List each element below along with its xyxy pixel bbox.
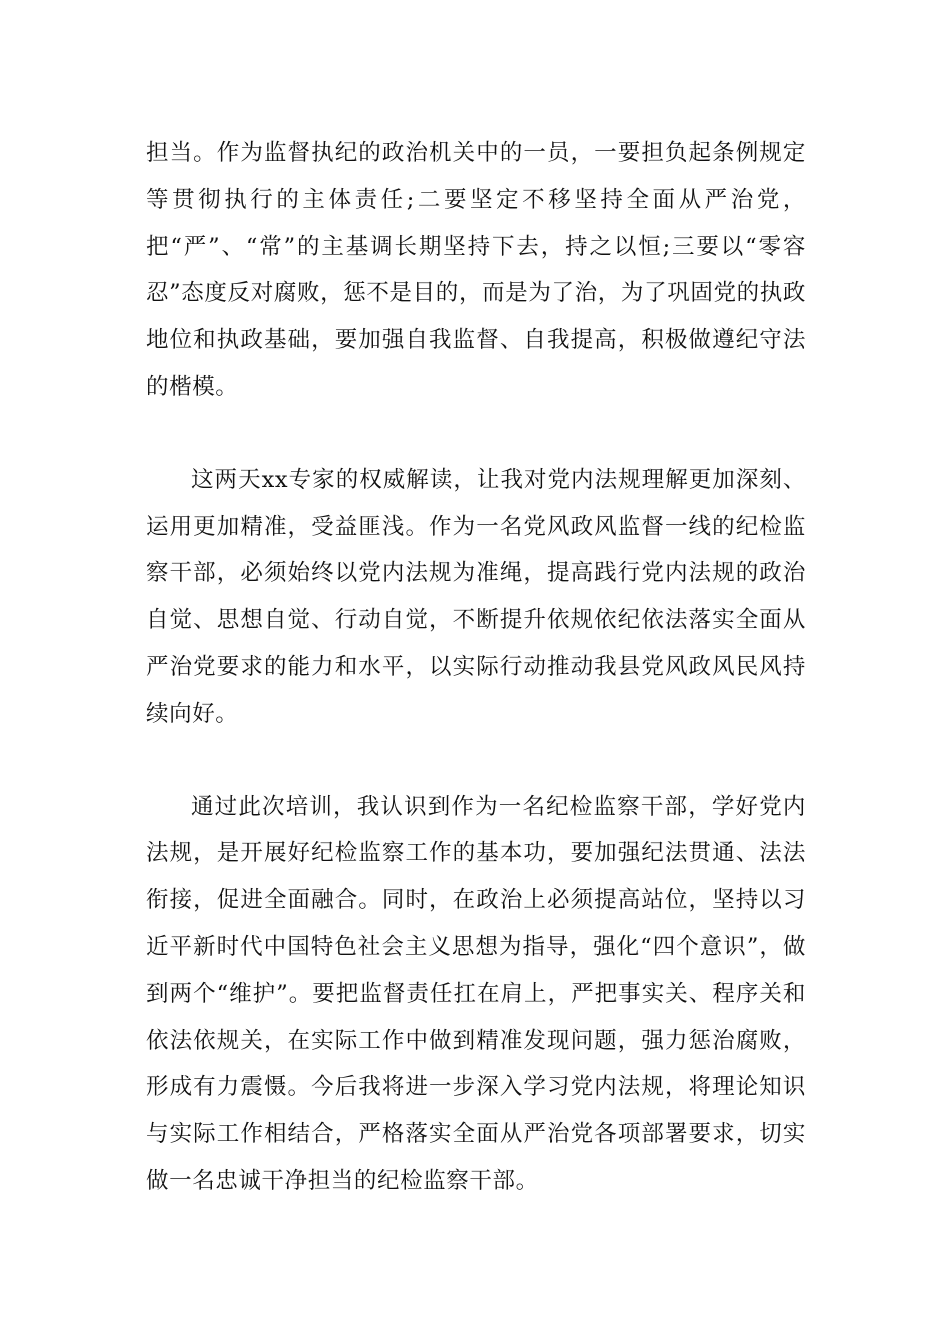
paragraph-3: 通过此次培训，我认识到作为一名纪检监察干部，学好党内法规，是开展好纪检监察工作的基本功，要加强纪法贯通、法法衔接，促进全面融合。同时，在政治上必须提高站位，坚持以习近平新时代中国特色社会主义思想为指导，强化“四个意识”，做到两个“维护”。要把监督责任扛在肩上，严把事实关、程序关和依法依规关，在实际工作中做到精准发现问题，强力惩治腐败，形成有力震慑。今后我将进一步深入学习党内法规，将理论知识与实际工作相结合，严格落实全面从严治党各项部署要求，切实做一名忠诚干净担当的纪检监察干部。 xyxy=(146,793,806,1194)
paragraph-2: 这两天xx专家的权威解读，让我对党内法规理解更加深刻、运用更加精准，受益匪浅。作为一名党风政风监督一线的纪检监察干部，必须始终以党内法规为准绳，提高践行党内法规的政治自觉、思想自觉、行动自觉，不断提升依规依纪依法落实全面从严治党要求的能力和水平，以实际行动推动我县党风政风民风持续向好。 xyxy=(146,466,806,727)
paragraph-1: 担当。作为监督执纪的政治机关中的一员，一要担负起条例规定等贯彻执行的主体责任;二要坚定不移坚持全面从严治党，把“严”、“常”的主基调长期坚持下去，持之以恒;三要以“零容忍”态度反对腐败，惩不是目的，而是为了治，为了巩固党的执政地位和执政基础，要加强自我监督、自我提高，积极做遵纪守法的楷模。 xyxy=(146,140,806,400)
document-body xyxy=(146,130,806,1205)
